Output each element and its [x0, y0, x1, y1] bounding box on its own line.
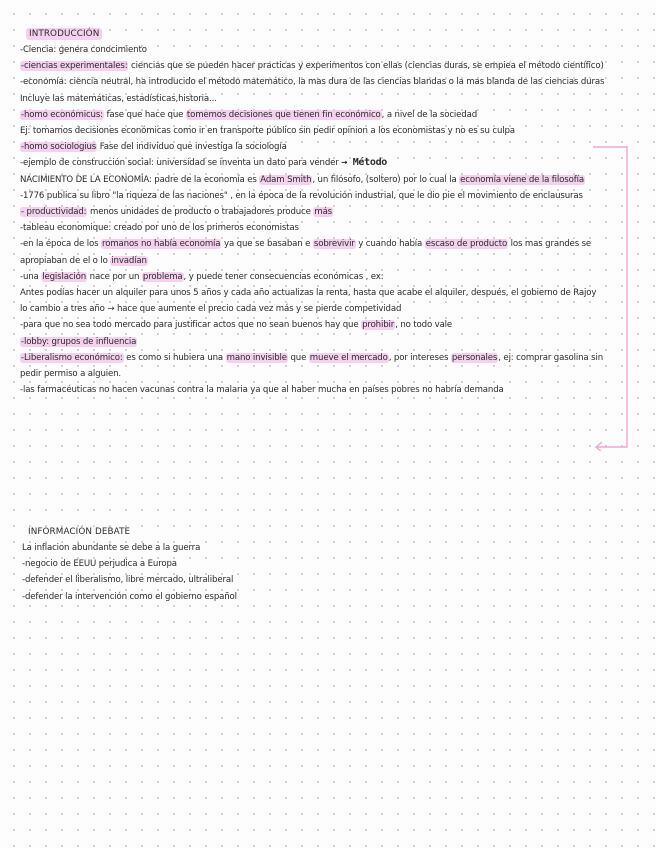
note-line — [20, 317, 606, 333]
debate-heading — [28, 524, 608, 540]
note-line — [20, 188, 606, 204]
note-text: -Ciencia: genera conocimiento — [20, 45, 147, 55]
note-text: Incluye las matemáticas, estadísticas,historia... — [20, 93, 217, 104]
note-line — [20, 204, 606, 220]
note-line — [22, 572, 608, 588]
intro-lines — [20, 42, 606, 398]
highlighted-text: invadían — [111, 255, 147, 266]
note-text: -tableau economique: creado por uno de los primeros economistas — [20, 223, 299, 234]
intro-heading — [26, 26, 606, 42]
highlighted-text: Adam Smith — [260, 174, 312, 185]
note-text: fase que hace que — [103, 109, 186, 120]
highlighted-text: legislación — [42, 271, 87, 282]
note-text: Fase del individuo que investiga la sociología — [97, 142, 287, 153]
note-line — [20, 123, 606, 139]
note-text: -1776 publica su libro "la riqueza de las naciones" , en la época de la revolución industrial, que le dio pie el movimiento de enclausuras — [20, 190, 583, 201]
highlighted-text: tomemos decisiones que tienen fin económico — [186, 109, 381, 120]
note-text: Ej: tomamos decisiones económicas como ir en transporte público sin pedir opinion a los economistas y no es su culpa — [20, 126, 515, 137]
highlighted-text: - productividad: — [21, 207, 87, 218]
note-text: -las farmacéuticas no hacen vacunas contra la malaria ya que al haber mucha en países pobres no habría demanda — [20, 385, 504, 396]
note-text: NACIMIENTO DE LA ECONOMÍA: padre de la economía es — [20, 174, 260, 185]
note-line — [20, 172, 606, 188]
note-text: , no todo vale — [395, 320, 453, 331]
note-text: , a nivel de la sociedad — [381, 109, 478, 120]
note-text: y cuando había — [355, 239, 425, 250]
highlighted-text: -Liberalismo económico: — [21, 352, 123, 363]
note-text: -defender la intervención como el gobierno español — [22, 591, 237, 602]
intro-heading-text: INTRODUCCIÓN — [26, 28, 102, 40]
highlighted-text: mueve el mercado — [309, 352, 388, 363]
highlighted-text: mano invisible — [226, 352, 287, 363]
highlighted-text: personales — [451, 352, 498, 363]
highlighted-text: problema — [142, 271, 183, 282]
highlighted-text: más — [314, 207, 333, 218]
note-line — [20, 350, 606, 382]
highlighted-text: -homo económicus: — [21, 109, 103, 120]
note-text: ya que se basaban e — [221, 239, 313, 250]
note-text: , por intereses — [388, 352, 451, 363]
note-text: -una — [20, 271, 42, 282]
note-text: los mas grandes se apropiaban de el o lo — [20, 239, 592, 266]
note-line — [20, 74, 606, 90]
note-text: ciencias que se pueden hacer practicas y experimentos con ellas (ciencias duras, se empiea el método científico) — [128, 61, 604, 72]
note-text: -ejemplo de construcción social: universidad se inventa un dato para vender — [20, 158, 342, 169]
note-text: , ej: comprar gasolina sin pedir permiso a alguien. — [20, 352, 603, 380]
note-text: -en la época de los — [20, 239, 102, 250]
highlighted-text: -homo sociologius — [21, 142, 97, 153]
note-line — [20, 285, 606, 317]
highlighted-text: romanos no había economía — [102, 239, 221, 250]
note-line — [20, 155, 606, 171]
highlighted-text: economía viene de la filosofía — [460, 174, 584, 185]
debate-section — [22, 524, 608, 605]
note-text: nace por un — [87, 271, 142, 282]
note-line — [20, 220, 606, 236]
highlighted-text: -ciencias experimentales: — [21, 61, 128, 72]
intro-section — [20, 26, 606, 398]
note-text: -economía: ciencia neutral, ha introducido el método matemático, la mas dura de las ciencias blandas o la mas blanda de las ciencias duras — [20, 77, 605, 88]
note-line — [20, 236, 606, 268]
note-text: , y puede tener consecuencias económicas , ex: — [183, 271, 384, 282]
note-text: que — [287, 352, 309, 363]
note-text: -defender el liberalismo, libre mercado, ultraliberal — [22, 575, 234, 586]
note-text: La inflacion abundante se debe a la guerra — [22, 543, 201, 553]
note-text: -para que no sea todo mercado para justificar actos que no sean buenos hay que — [20, 320, 362, 331]
note-line — [20, 107, 606, 123]
highlighted-text: prohibir — [362, 320, 395, 331]
note-line — [20, 269, 606, 285]
note-line — [20, 139, 606, 155]
note-line — [20, 58, 606, 74]
highlighted-text: sobrevivir — [313, 239, 355, 250]
note-line — [20, 42, 606, 58]
note-line — [22, 556, 608, 572]
note-text: menos unidades de producto o trabajadores produce — [87, 207, 314, 218]
method-arrow-note: → Método — [341, 157, 388, 169]
note-line — [22, 540, 608, 556]
note-text: es como si hubiera una — [123, 352, 226, 363]
note-line — [20, 382, 606, 398]
note-line — [20, 91, 606, 107]
debate-heading-text: INFORMACIÓN DEBATE — [28, 527, 131, 537]
note-text: Antes podías hacer un alquiler para unos 5 años y cada año actualizas la renta, hasta que acabe el alquiler, después, el gobierno de Rajoy lo cambio a tres año → hace que aumente el precio cada vez más y se pierde competividad — [20, 288, 597, 315]
highlighted-text: escaso de producto — [425, 239, 508, 250]
note-line — [22, 589, 608, 605]
note-line — [20, 334, 606, 350]
highlighted-text: -lobby: grupos de influencia — [21, 336, 137, 347]
note-text: -negocio de EEUU perjudica a Europa — [22, 559, 177, 570]
debate-lines — [22, 540, 608, 605]
note-text: , un filósofo, (soltero) por lo cual la — [312, 174, 460, 185]
